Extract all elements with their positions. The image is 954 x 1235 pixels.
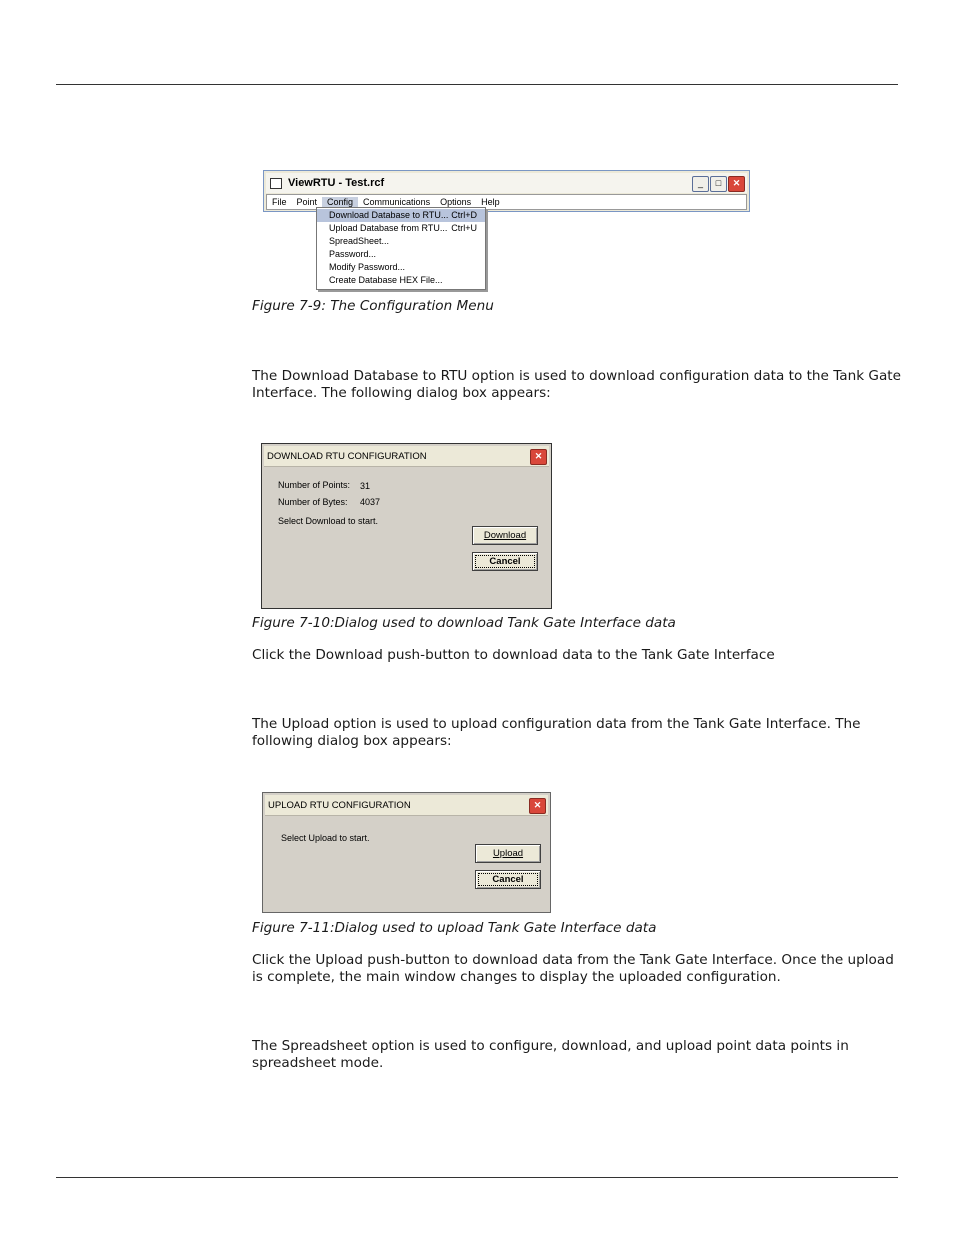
menu-item-modify-password[interactable]: Modify Password... [329,262,406,272]
close-icon[interactable]: ✕ [529,798,546,814]
close-icon[interactable]: ✕ [530,449,547,465]
minimize-icon[interactable]: _ [692,176,709,192]
menu-file[interactable]: File [272,197,287,207]
menu-config[interactable]: Config [322,197,358,207]
menu-item-password[interactable]: Password... [329,249,377,259]
instruction-text: Select Upload to start. [281,833,370,843]
menu-point[interactable]: Point [296,197,318,207]
dialog-title: UPLOAD RTU CONFIGURATION [268,799,411,811]
menu-item-create-hex-file[interactable]: Create Database HEX File... [329,275,443,285]
paragraph-upload-intro: The Upload option is used to upload configuration data from the Tank Gate Interface. The following dialog box appears: [252,716,861,749]
dialog-titlebar [265,795,548,816]
menu-communications[interactable]: Communications [363,197,431,207]
viewrtu-window [263,170,750,212]
paragraph-download-click: Click the Download push-button to download data to the Tank Gate Interface [252,647,775,663]
instruction-text: Select Download to start. [278,516,379,526]
cancel-button[interactable]: Cancel [472,552,538,571]
bytes-value: 4037 [360,497,381,507]
dialog-title: DOWNLOAD RTU CONFIGURATION [267,450,427,462]
maximize-icon[interactable]: □ [710,176,727,192]
config-dropdown-menu [316,207,486,290]
menu-options[interactable]: Options [440,197,472,207]
titlebar [266,173,747,193]
paragraph-spreadsheet: The Spreadsheet option is used to configure, download, and upload point data points in spreadsheet mode. [252,1038,849,1071]
paragraph-upload-click: Click the Upload push-button to download data from the Tank Gate Interface. Once the upload is complete, the main window changes to display the uploaded configuration. [252,952,894,985]
window-title: ViewRTU - Test.rcf [288,177,385,189]
download-dialog [261,443,552,609]
footer-rule [56,1177,898,1178]
points-value: 31 [360,481,371,491]
bytes-label: Number of Bytes: [278,497,348,507]
upload-button[interactable]: Upload [475,844,541,863]
points-label: Number of Points: [278,480,351,490]
figure-caption-7-11: Figure 7-11:Dialog used to upload Tank Gate Interface data [252,920,657,936]
menu-help[interactable]: Help [481,197,500,207]
upload-dialog [262,792,551,913]
figure-caption-7-9: Figure 7-9: The Configuration Menu [252,298,494,314]
menu-item-upload-database[interactable]: Upload Database from RTU... Ctrl+U [329,223,477,233]
paragraph-download-intro: The Download Database to RTU option is used to download configuration data to the Tank Gate Interface. The following dialog box appears: [252,368,901,401]
download-button[interactable]: Download [472,526,538,545]
menu-item-download-database[interactable]: Download Database to RTU... Ctrl+D [317,209,485,222]
dialog-titlebar [264,446,549,467]
close-icon[interactable]: ✕ [728,176,745,192]
figure-caption-7-10: Figure 7-10:Dialog used to download Tank Gate Interface data [252,615,676,631]
menu-item-spreadsheet[interactable]: SpreadSheet... [329,236,390,246]
app-icon [270,178,282,189]
cancel-button[interactable]: Cancel [475,870,541,889]
header-rule [56,84,898,85]
